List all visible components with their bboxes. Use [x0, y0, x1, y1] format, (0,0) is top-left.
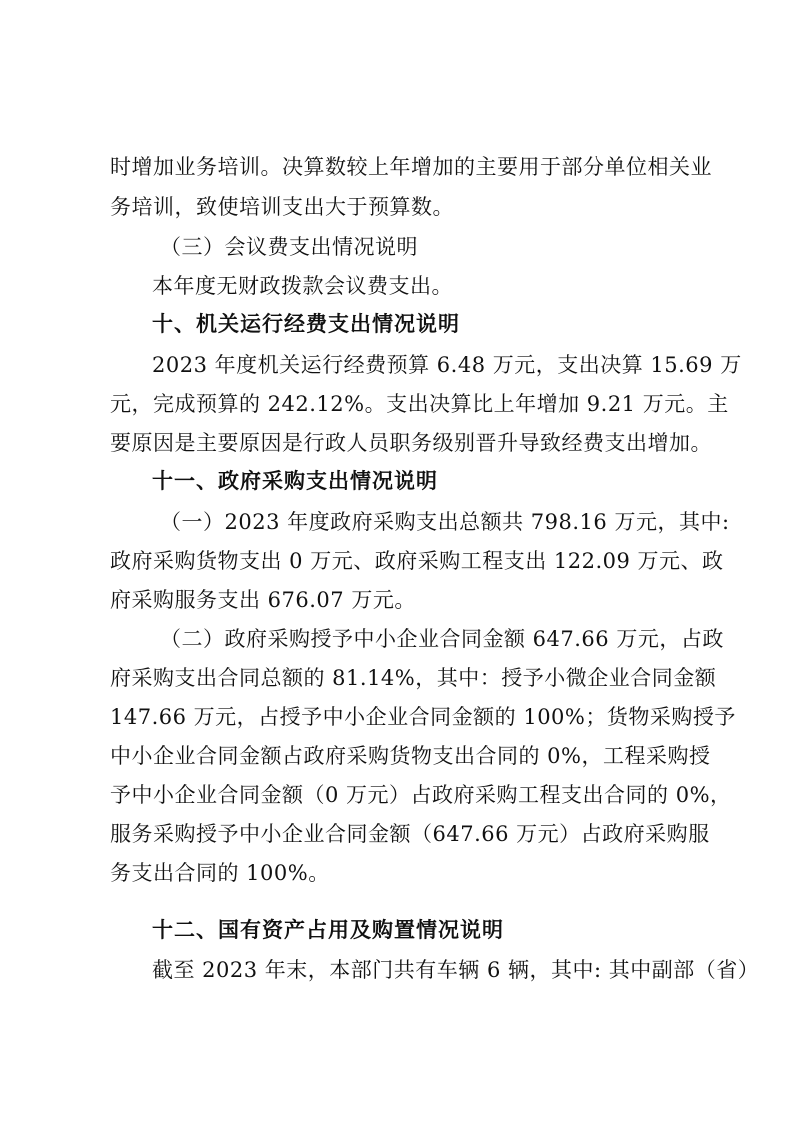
paragraph-line: 中小企业合同金额占政府采购货物支出合同的 0%，工程采购授	[110, 744, 711, 768]
section-heading: 十二、国有资产占用及购置情况说明	[152, 918, 504, 942]
paragraph-line: 时增加业务培训。决算数较上年增加的主要用于部分单位相关业	[110, 155, 712, 179]
paragraph-line: 府采购服务支出 676.07 万元。	[110, 588, 416, 612]
paragraph-line: 截至 2023 年末，本部门共有车辆 6 辆，其中: 其中副部（省）	[152, 958, 760, 982]
paragraph-line: 元，完成预算的 242.12%。支出决算比上年增加 9.21 万元。主	[110, 392, 729, 416]
section-heading: 十一、政府采购支出情况说明	[152, 469, 438, 493]
paragraph-line: （一）2023 年度政府采购支出总额共 798.16 万元，其中:	[160, 510, 730, 534]
subsection-heading: （三）会议费支出情况说明	[160, 235, 418, 259]
paragraph-line: 本年度无财政拨款会议费支出。	[152, 274, 453, 298]
paragraph-line: 政府采购货物支出 0 万元、政府采购工程支出 122.09 万元、政	[110, 549, 724, 573]
paragraph-line: 府采购支出合同总额的 81.14%，其中：授予小微企业合同金额	[110, 666, 717, 690]
paragraph-line: 务培训，致使培训支出大于预算数。	[110, 195, 454, 219]
section-heading: 十、机关运行经费支出情况说明	[152, 312, 460, 336]
paragraph-line: 予中小企业合同金额（0 万元）占政府采购工程支出合同的 0%，	[110, 783, 732, 807]
paragraph-line: 147.66 万元，占授予中小企业合同金额的 100%；货物采购授予	[110, 705, 736, 729]
paragraph-line: （二）政府采购授予中小企业合同金额 647.66 万元，占政	[160, 627, 724, 651]
paragraph-line: 务支出合同的 100%。	[110, 861, 330, 885]
paragraph-line: 服务采购授予中小企业合同金额（647.66 万元）占政府采购服	[110, 822, 710, 846]
paragraph-line: 要原因是主要原因是行政人员职务级别晋升导致经费支出增加。	[110, 431, 712, 455]
paragraph-line: 2023 年度机关运行经费预算 6.48 万元，支出决算 15.69 万	[152, 353, 742, 377]
